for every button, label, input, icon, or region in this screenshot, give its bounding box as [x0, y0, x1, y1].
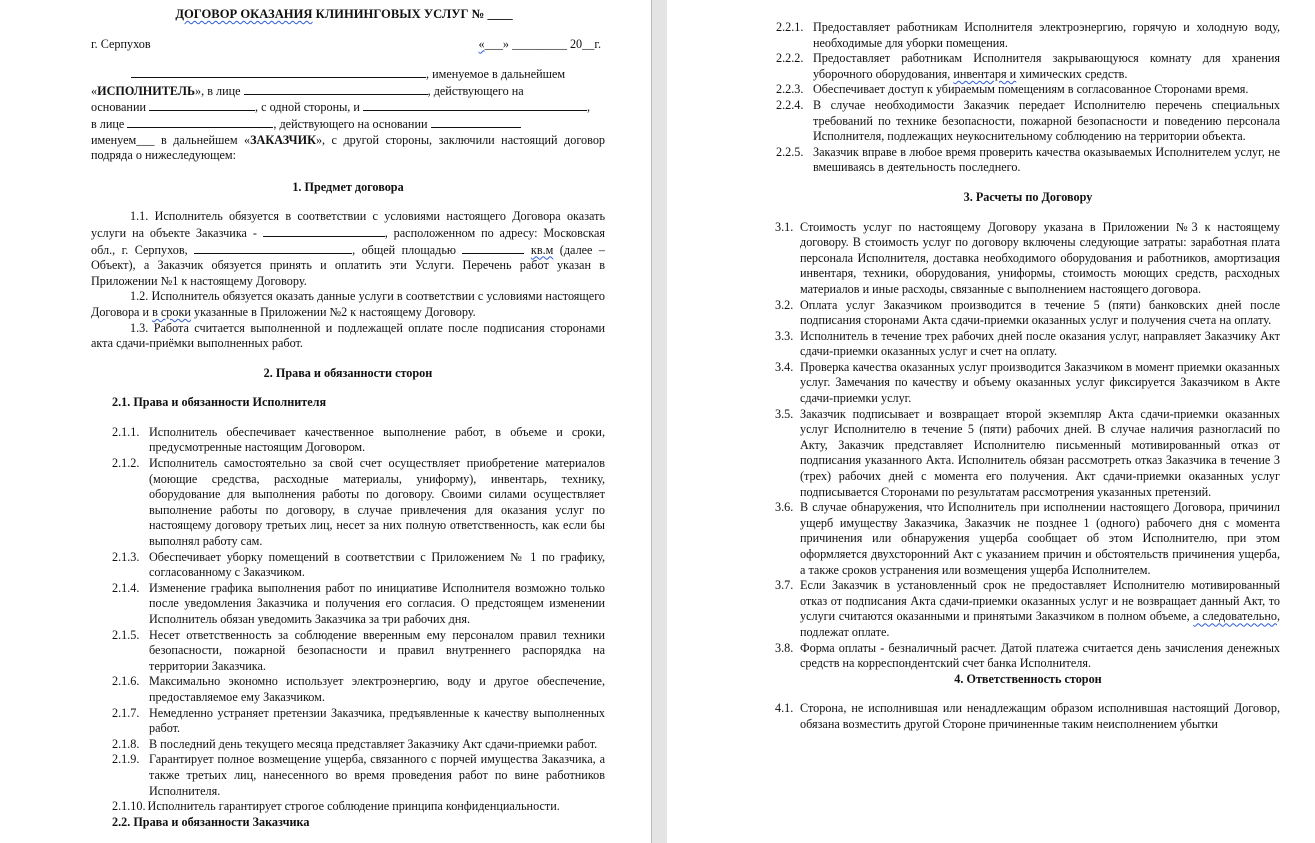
clause-item: 2.1.5. Несет ответственность за соблюдение вверенным ему персоналом правил техники безопасности, пожарной безопасности и правил внутреннего распорядка на территории Заказчика.	[112, 627, 605, 673]
clause-item: 3.8. Форма оплаты - безналичный расчет. Датой платежа считается день зачисления денежных средств на корреспондентский счет банка Исполнителя.	[775, 640, 1280, 671]
clauses-3	[776, 220, 1280, 672]
blank-executor-rep[interactable]	[244, 83, 428, 95]
clause-1-2: 1.2. Исполнитель обязуется оказать данные услуги в соответствии с условиями настоящего Договора и в сроки указанные в Приложении №2 к настоящему Договору.	[91, 289, 605, 319]
blank-object[interactable]	[263, 225, 385, 237]
clause-item: 2.1.9. Гарантирует полное возмещение ущерба, связанного с порчей имущества Заказчика, а также третьих лиц, нанесенного во время проведения работ по вине работников Исполнителя.	[112, 752, 605, 798]
customer-label: ЗАКАЗЧИК	[250, 132, 316, 147]
clause-1-3: 1.3. Работа считается выполненной и подлежащей оплате после подписания сторонами акта сдачи-приёмки выполненных работ.	[91, 320, 605, 351]
clauses-4	[776, 701, 1280, 732]
clause-item: 2.1.2. Исполнитель самостоятельно за свой счет осуществляет приобретение материалов (моющие средства, расходные материалы, униформу), инвентарь, технику, оборудование для выполнения работы по договору. Своими силами осуществляет выполнение работы по договору, в случае привлечения для оказания услуг по настоящему договору третьих лиц, несет за них полную ответственность, как если бы выполнял работу сам.	[112, 456, 605, 549]
blank-customer-rep[interactable]	[127, 116, 273, 128]
clause-item: 2.1.3. Обеспечивает уборку помещений в соответствии с Приложением № 1 по графику, согласованному с Заказчиком.	[112, 549, 605, 580]
clause-item: 2.1.10. Исполнитель гарантирует строгое соблюдение принципа конфиденциальности.	[112, 799, 560, 814]
clause-item: 2.2.3. Обеспечивает доступ к убираемым помещениям в согласованное Сторонами время.	[776, 82, 1249, 97]
section-3-heading: 3. Расчеты по Договору	[963, 189, 1093, 204]
contract-date: «___» _________ 20__г.	[478, 36, 601, 51]
blank-area[interactable]	[462, 242, 524, 254]
clause-item: 2.2.5. Заказчик вправе в любое время проверить качества оказываемых Исполнителем услуг, не вмешиваясь в деятельность последнего.	[776, 144, 1280, 175]
document-page-1	[0, 0, 651, 843]
page-1-content	[91, 7, 605, 830]
clause-item: 2.2.2. Предоставляет работникам Исполнителя закрывающуюся комнату для хранения уборочного оборудования, инвентаря и химических средств.	[776, 51, 1280, 81]
clause-item: 3.6. В случае обнаружения, что Исполнитель при исполнении настоящего Договора, причинил ущерб имуществу Заказчика, Заказчик не позднее 1 (одного) рабочего дня с момента причинения или обнаружения ущерба сообщает об этом Исполнителю, при этом оформляется двухсторонний Акт с указанием причин и обстоятельств причинения ущерба, а также сроков устранения или возмещения ущерба Исполнителем.	[775, 500, 1280, 577]
clause-1-1: 1.1. Исполнитель обязуется в соответствии с условиями настоящего Договора оказать услуги на объекте Заказчика - , расположенном по адресу: Московская обл., г. Серпухов, , общей площадью кв.м (далее – Объект), а Заказчик обязуется принять и оплатить эти Услуги. Перечень работ указан в Приложении №1 к настоящему Договору.	[91, 209, 606, 288]
blank-customer-name[interactable]	[363, 99, 587, 111]
blank-address[interactable]	[194, 242, 352, 254]
section-4-heading: 4. Ответственность сторон	[954, 671, 1102, 686]
blank-executor-basis[interactable]	[149, 99, 255, 111]
page-2-content	[776, 20, 1280, 733]
blank-executor-name[interactable]	[131, 66, 426, 78]
document-page-2	[667, 0, 1315, 843]
blank-customer-basis[interactable]	[431, 116, 521, 128]
subsection-2-1-heading: 2.1. Права и обязанности Исполнителя	[112, 395, 327, 410]
section-1-heading: 1. Предмет договора	[292, 179, 404, 194]
clauses-2-2	[776, 20, 1280, 176]
executor-label: ИСПОЛНИТЕЛЬ	[97, 83, 196, 98]
city: г. Серпухов	[91, 36, 151, 51]
clause-item: 2.1.8. В последний день текущего месяца представляет Заказчику Акт сдачи-приемки работ.	[112, 736, 598, 751]
clause-item: 2.1.6. Максимально экономно использует электроэнергию, воду и другое обеспечение, предоставляемое ему Заказчиком.	[112, 674, 605, 704]
clause-item: 3.2. Оплата услуг Заказчиком производится в течение 5 (пяти) банковских дней после подписания сторонами Акта сдачи-приемки оказанных услуг и получения счета на оплату.	[775, 297, 1280, 328]
subsection-2-2-heading: 2.2. Права и обязанности Заказчика	[112, 814, 310, 829]
contract-title: ДОГОВОР ОКАЗАНИЯ КЛИНИНГОВЫХ УСЛУГ № ____	[175, 7, 513, 21]
clause-item: 2.1.7. Немедленно устраняет претензии Заказчика, предъявленные к качеству выполненных работ.	[112, 705, 605, 736]
clause-item: 2.2.1. Предоставляет работникам Исполнителя электроэнергию, горячую и холодную воду, необходимые для уборки помещения.	[776, 20, 1280, 50]
clause-item: 3.5. Заказчик подписывает и возвращает второй экземпляр Акта сдачи-приемки оказанных услуг Исполнителю в течение 5 (пяти) рабочих дней. В случае наличия разногласий по Акту, Заказчик представляет Исполнителю письменный мотивированный отказ от подписания указанного Акта. Исполнитель обязан рассмотреть отказ Заказчика в течение 3 (трех) рабочих дней с момента его получения. Акт сдачи-приемки оказанных услуг подписывается Сторонами по результатам рассмотрения указанных претензий.	[775, 406, 1280, 499]
clause-item: 3.7. Если Заказчик в установленный срок не предоставляет Исполнителю мотивированный отказ от подписания Акта сдачи-приемки оказанных услуг и не возвращает данный Акт, то услуги считаются оказанными и принятыми Заказчиком в полном объеме, а следовательно, подлежат оплате.	[775, 578, 1281, 639]
page-gutter	[651, 0, 668, 843]
clause-item: 2.1.1. Исполнитель обеспечивает качественное выполнение работ, в объеме и сроки, предусмотренные настоящим Договором.	[112, 424, 605, 455]
spellcheck-underline: ДОГОВОР ОКАЗАНИЯ	[175, 7, 313, 21]
section-2-heading: 2. Права и обязанности сторон	[263, 365, 433, 380]
clause-item: 3.3. Исполнитель в течение трех рабочих дней после оказания услуг, направляет Заказчику Акт сдачи-приемки оказанных услуг и счет на оплату.	[775, 328, 1280, 359]
parties-preamble: , именуемое в дальнейшем «ИСПОЛНИТЕЛЬ», в лице , действующего на основании , с одной стороны, и , в лице , действующего на основании именуем___ в дальнейшем «ЗАКАЗЧИК», с другой стороны, заключили настоящий договор подряда о нижеследующем:	[91, 67, 606, 163]
clauses-2-1	[91, 425, 605, 815]
clause-item: 2.1.4. Изменение графика выполнения работ по инициативе Исполнителя возможно только после уведомления Заказчика и получения его согласия. О предстоящем изменении Исполнитель обязан уведомить Заказчика за три рабочих дня.	[112, 580, 605, 626]
clause-item: 2.2.4. В случае необходимости Заказчик передает Исполнителю перечень специальных требований по технике безопасности, пожарной безопасности и поведению персонала Исполнителя, подлежащих неукоснительному соблюдению на территории объекта.	[776, 97, 1280, 144]
city-date-line	[91, 37, 605, 53]
clause-item: 4.1. Сторона, не исполнившая или ненадлежащим образом исполнившая настоящий Договор, обязана возместить другой Стороне причиненные таким неисполнением убытки	[775, 701, 1280, 731]
clause-item: 3.1. Стоимость услуг по настоящему Договору указана в Приложении №3 к настоящему договору. В стоимость услуг по договору включены следующие затраты: заработная плата персонала Исполнителя, доставка необходимого оборудования и работников, амортизация инвентаря, техники, оборудования, униформы, стоимость моющих средств, расходных материалов и иные расходы, связанные с выполнением настоящего договора.	[775, 219, 1280, 296]
clause-item: 3.4. Проверка качества оказанных услуг производится Заказчиком в момент приемки оказанных услуг. Замечания по качеству и объему оказанных услуг фиксируется Заказчиком в Акте сдачи-приемки услуг.	[775, 359, 1280, 406]
